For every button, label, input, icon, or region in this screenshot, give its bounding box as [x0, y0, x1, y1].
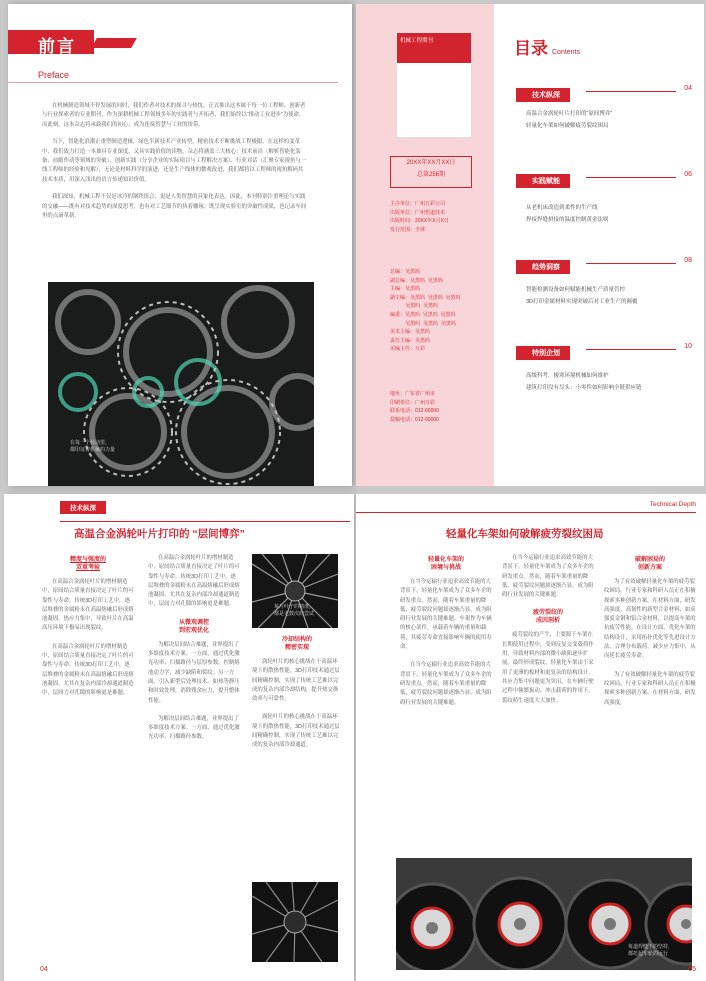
toc-section-label[interactable]: 实践赋能 [516, 174, 570, 188]
column-subhead: 轻量化车架的 困境与挑战 [427, 557, 464, 571]
preface-body [42, 102, 308, 229]
toc-item[interactable]: 3D打印金属材料实现突破后对工业生产的颠覆 [526, 299, 638, 305]
article-title: 轻量化车架如何破解疲劳裂纹困局 [446, 528, 604, 540]
toc-page-number: 06 [684, 171, 692, 178]
toc-item[interactable]: 建筑打印没有尽头：小零件如何影响全链供应链 [526, 385, 642, 391]
toc-item[interactable]: 轻量化车架如何破解疲劳裂纹困局 [526, 123, 609, 129]
column-paragraph: 涡轮叶片的核心挑战在于高温环境下的散热性能，3D打印技术通过层间精确控制，实现了传统工艺难以完成的复杂内部冷却结构，提升热交换效率与可靠性。 [252, 659, 340, 703]
contents-title-en: Contents [552, 49, 581, 56]
contact-info: 地址：广东省广州市 印刷单位：广州万彩 联系电话：012-00000 投稿电话：012-00000 [390, 391, 439, 423]
preface-paragraph: 在机械制造领域不停发展的同时，我们作者对技术的探寻与热忱，正式推出这本属于每一位工程师、创新者与行业探索者的专业期刊，作为深耕机械工程领域多年的实践者与开拓者，我们始终以“推动工业进步”为使命，而此刻，这本杂志将承载我们的初心，成为连接智慧与工业的纽带。 [42, 103, 306, 128]
column-subhead: 疲劳裂纹的 成因剖析 [532, 610, 563, 625]
article-column [502, 554, 594, 715]
contents-panel [494, 4, 704, 486]
column-subhead: 破解困局的 创新方案 [634, 557, 665, 571]
toc-page-number: 10 [684, 343, 692, 350]
turbine-photo [252, 554, 338, 628]
toc-section-label[interactable]: 技术纵深 [516, 88, 570, 102]
toc-page-number: 04 [684, 85, 692, 92]
cover-title: 机械工程期刊 [397, 33, 471, 63]
article-column [148, 554, 240, 752]
preface-page [8, 4, 352, 486]
preface-title: 前言 [38, 37, 76, 56]
article-page-05 [356, 494, 706, 981]
column-paragraph: 为解决层间结合难题，业界提出了多维度技术方案。一方面，通过优化激光功率、扫描路径参数。 [148, 715, 240, 741]
article-column [42, 554, 134, 708]
column-subhead: 从微观调控 到宏观优化 [178, 619, 209, 634]
toc-section-label[interactable]: 趋势洞察 [516, 260, 570, 274]
column-paragraph: 涡轮叶片的核心挑战在于高温环境下的散热性能，3D打印技术通过层间精确控制，实现了传统工艺难以完成的复杂内部冷却通道。 [252, 714, 340, 749]
column-paragraph: 在当今运输行业追求高效节能的大背景下，轻量化车架成为了众多车企的研发重点。然而，随着车架重量的降低，疲劳裂纹问题却逐渐凸显，成为阻碍行业发展的关键难题。 [400, 662, 492, 706]
article-column [400, 554, 492, 717]
column-subhead: 冷却结构的 精密实现 [281, 637, 312, 651]
preface-paragraph: 当下，智能化浪潮正重塑制造逻辑，绿色半新技术产业转型，精密技术不断挑战工程极限。在这样的变革中，我们致力打造一本兼具专业深度、又具实践价值的读物。杂志将涵盖三大核心：技术前沿（解析智能化装备、前瞻作动等领域的突破）、创新实践（分享企业的实际项目与工程解决方案）、行业对话（汇聚专家视角与一线工程师的经验和见解），无论是材料科学的演进，还是生产线体的微观改进，我们都将以工程师的视角解码其技术本质，用深入浅出的语言传递知识价值。 [42, 139, 307, 183]
gears-photo [48, 282, 314, 486]
toc-section[interactable] [516, 342, 702, 392]
toc-rule [586, 91, 676, 92]
editorial-staff: 总编：吴黑吗 副总编：吴黑吗 吴黑吗 主编：吴黑吗 副主编：吴黑吗 吴黑吗 吴黑吗 吴黑吗 吴黑吗 编委：吴黑吗 吴黑吗 吴黑吗 吴黑吗 吴黑吗 吴黑吗 美术主编：吴黑吗 责任主编：吴黑吗 美编主任：万彩 [390, 269, 461, 353]
truck-wheels-photo [396, 858, 692, 970]
header-rule [60, 521, 350, 522]
article-column [252, 634, 342, 760]
column-paragraph: 在高温合金涡轮叶片的增材制造中，原间结合质量直接决定了叶片的可靠性与寿命。传统3D打印工艺中，逐层堆叠的金属粉末在高温熔融后形成熔池凝固，尤其在复杂内部冷却通道制造中，层间力对孔隙的影响更是难题。 [42, 643, 134, 697]
column-paragraph: 在当今运输行业追求高效节能的大背景下，轻量化车架成为了众多车企的研发重点。然而，随着车架重量的降低，疲劳裂纹问题却逐渐凸显，成为阻碍行业发展的关键难题。 [502, 555, 594, 599]
turbine-photo-2 [252, 882, 338, 962]
toc-item[interactable]: 智能检测设备如何赋能机械生产质量管控 [526, 287, 626, 293]
article-column [604, 554, 696, 717]
column-paragraph: 在当今运输行业追求高效节能的大背景下，轻量化车架成为了众多车企的研发重点。然而，随着车架重量的降低，疲劳裂纹问题却逐渐凸显，成为阻碍行业发展的关键难题。车架作为车辆的核心部件，承载着车辆的重量和载荷，其疲劳寿命直接影响车辆的使用寿命。 [400, 579, 492, 651]
column-paragraph: 在高温合金涡轮叶片的增材制造中，原间结合质量直接决定了叶片的可靠性与寿命。传统3D打印工艺中，逐层堆叠的金属粉末在高温熔融后形成熔池凝固，热应力集中，导致叶片在高温高压环境下极易出现裂纹。 [42, 579, 134, 632]
publisher-info: 主办单位：广州万彩公司 出版单位：广州悟道技术 出版时间：20XX年X月X日 发行范围：全球 [390, 201, 449, 233]
toc-item[interactable]: 从老机床改造到柔性的生产线 [526, 205, 598, 211]
section-label-en: Technical Depth [649, 501, 696, 508]
preface-accent-bar [91, 38, 137, 48]
wheels-photo-caption: 每道焊缝下的坚持， 都托起车轮的远行 [628, 944, 674, 957]
article-page-04 [4, 494, 354, 981]
column-paragraph: 为了有效破解轻量化车架的疲劳裂纹困局，行业专家和科研人员正在积极探索多种创新方案。在材料方面，研发高强度。 [604, 671, 696, 706]
toc-rule [586, 263, 676, 264]
toc-section[interactable] [516, 84, 702, 130]
column-paragraph: 在高温合金涡轮叶片的增材制造中，原间结合质量直接决定了叶片的可靠性与寿命。传统3D打印工艺中，逐层堆叠的金属粉末在高温熔融后形成熔池凝固，尤其在复杂内部冷却通道制造中，层间力对孔隙的影响更是难题。 [148, 555, 240, 608]
article-title: 高温合金涡轮叶片打印的 “层间博弈” [74, 528, 245, 540]
preface-paragraph: 我们深知，机械工程不仅是冰冷的钢铁组合，更是人类智慧的具象化表达。因此，本刊特别注重理论与实践的交融——既有对技术趋势的深度思考，也有对工艺细节的执着雕琢；既呈现实验室的突破性成果，也记录车间里的点滴革新。 [42, 194, 307, 220]
section-tag: 技术纵深 [60, 501, 106, 514]
toc-section[interactable] [516, 170, 702, 224]
contents-title-cn: 目录 [514, 39, 548, 58]
preface-header [8, 30, 178, 80]
preface-subtitle: Preface [38, 70, 70, 80]
issue-date: 20XX年XX月XX日 总第256期 [390, 156, 472, 188]
article-header [4, 501, 354, 516]
toc-page-number: 08 [684, 257, 692, 264]
page-number: 05 [688, 966, 696, 973]
toc-item[interactable]: 焊接焊缝拼接的温度控制黄金法则 [526, 217, 609, 223]
column-subhead: 精度与强度的 双重考验 [69, 557, 106, 571]
toc-item[interactable]: 高级科考，极寒环境机械如何维护 [526, 373, 609, 379]
cover-image [401, 65, 467, 121]
toc-section-label[interactable]: 特别企划 [516, 346, 570, 360]
toc-item[interactable]: 高温合金涡轮叶片打印的“原间博弈” [526, 111, 613, 117]
gears-photo-caption: 在每一个转动里， 都印证着机械的力量 [70, 440, 116, 453]
toc-section[interactable] [516, 256, 702, 306]
toc-rule [586, 349, 676, 350]
column-paragraph: 疲劳裂纹的产生，主要源于车架在长期使用过程中，受到反复交变载荷作用，导致材料内部的微小缺陷逐步扩展。最终形成裂纹。轻量化车架由于采用了更薄的板材和更复杂的结构设计，其应力集中问题更为突出，在车辆行驶过程中频繁振动、冲击载荷的作用下，裂纹萌生速度大大加快。 [502, 632, 594, 704]
column-paragraph: 为了有效破解轻量化车架的疲劳裂纹困局，行业专家和科研人员正在积极探索多种创新方案。在材料方面，研发高强度、高韧性的新型合金材料，如高强度金钢和铝合金材料，以提高车架的抗疲劳性能。在设计方面，优化车架的结构设计，采用拓扑优化等先进设计方法，合理分布载荷，减少应力集中，从而延长疲劳寿命。 [604, 579, 696, 660]
column-paragraph: 为解决层间结合难题，业界提出了多维度技术方案。一方面，通过优化激光功率、扫描路径与层厚参数，控制熔池动力学，减少缺陷和裂纹；另一方面，引入新型后处理技术。如热等静压和时效处理，消除残余应力，提升整体性能。 [148, 641, 240, 704]
magazine-cover-thumbnail [396, 32, 472, 138]
turbine-photo-caption: 每片叶子的精准， 都是无数次的尝试 [274, 604, 315, 617]
page-number: 04 [40, 966, 48, 973]
header-rule [356, 512, 696, 513]
preface-divider [8, 82, 338, 83]
contents-title [514, 34, 580, 59]
contents-page [356, 4, 704, 486]
toc-rule [586, 177, 676, 178]
